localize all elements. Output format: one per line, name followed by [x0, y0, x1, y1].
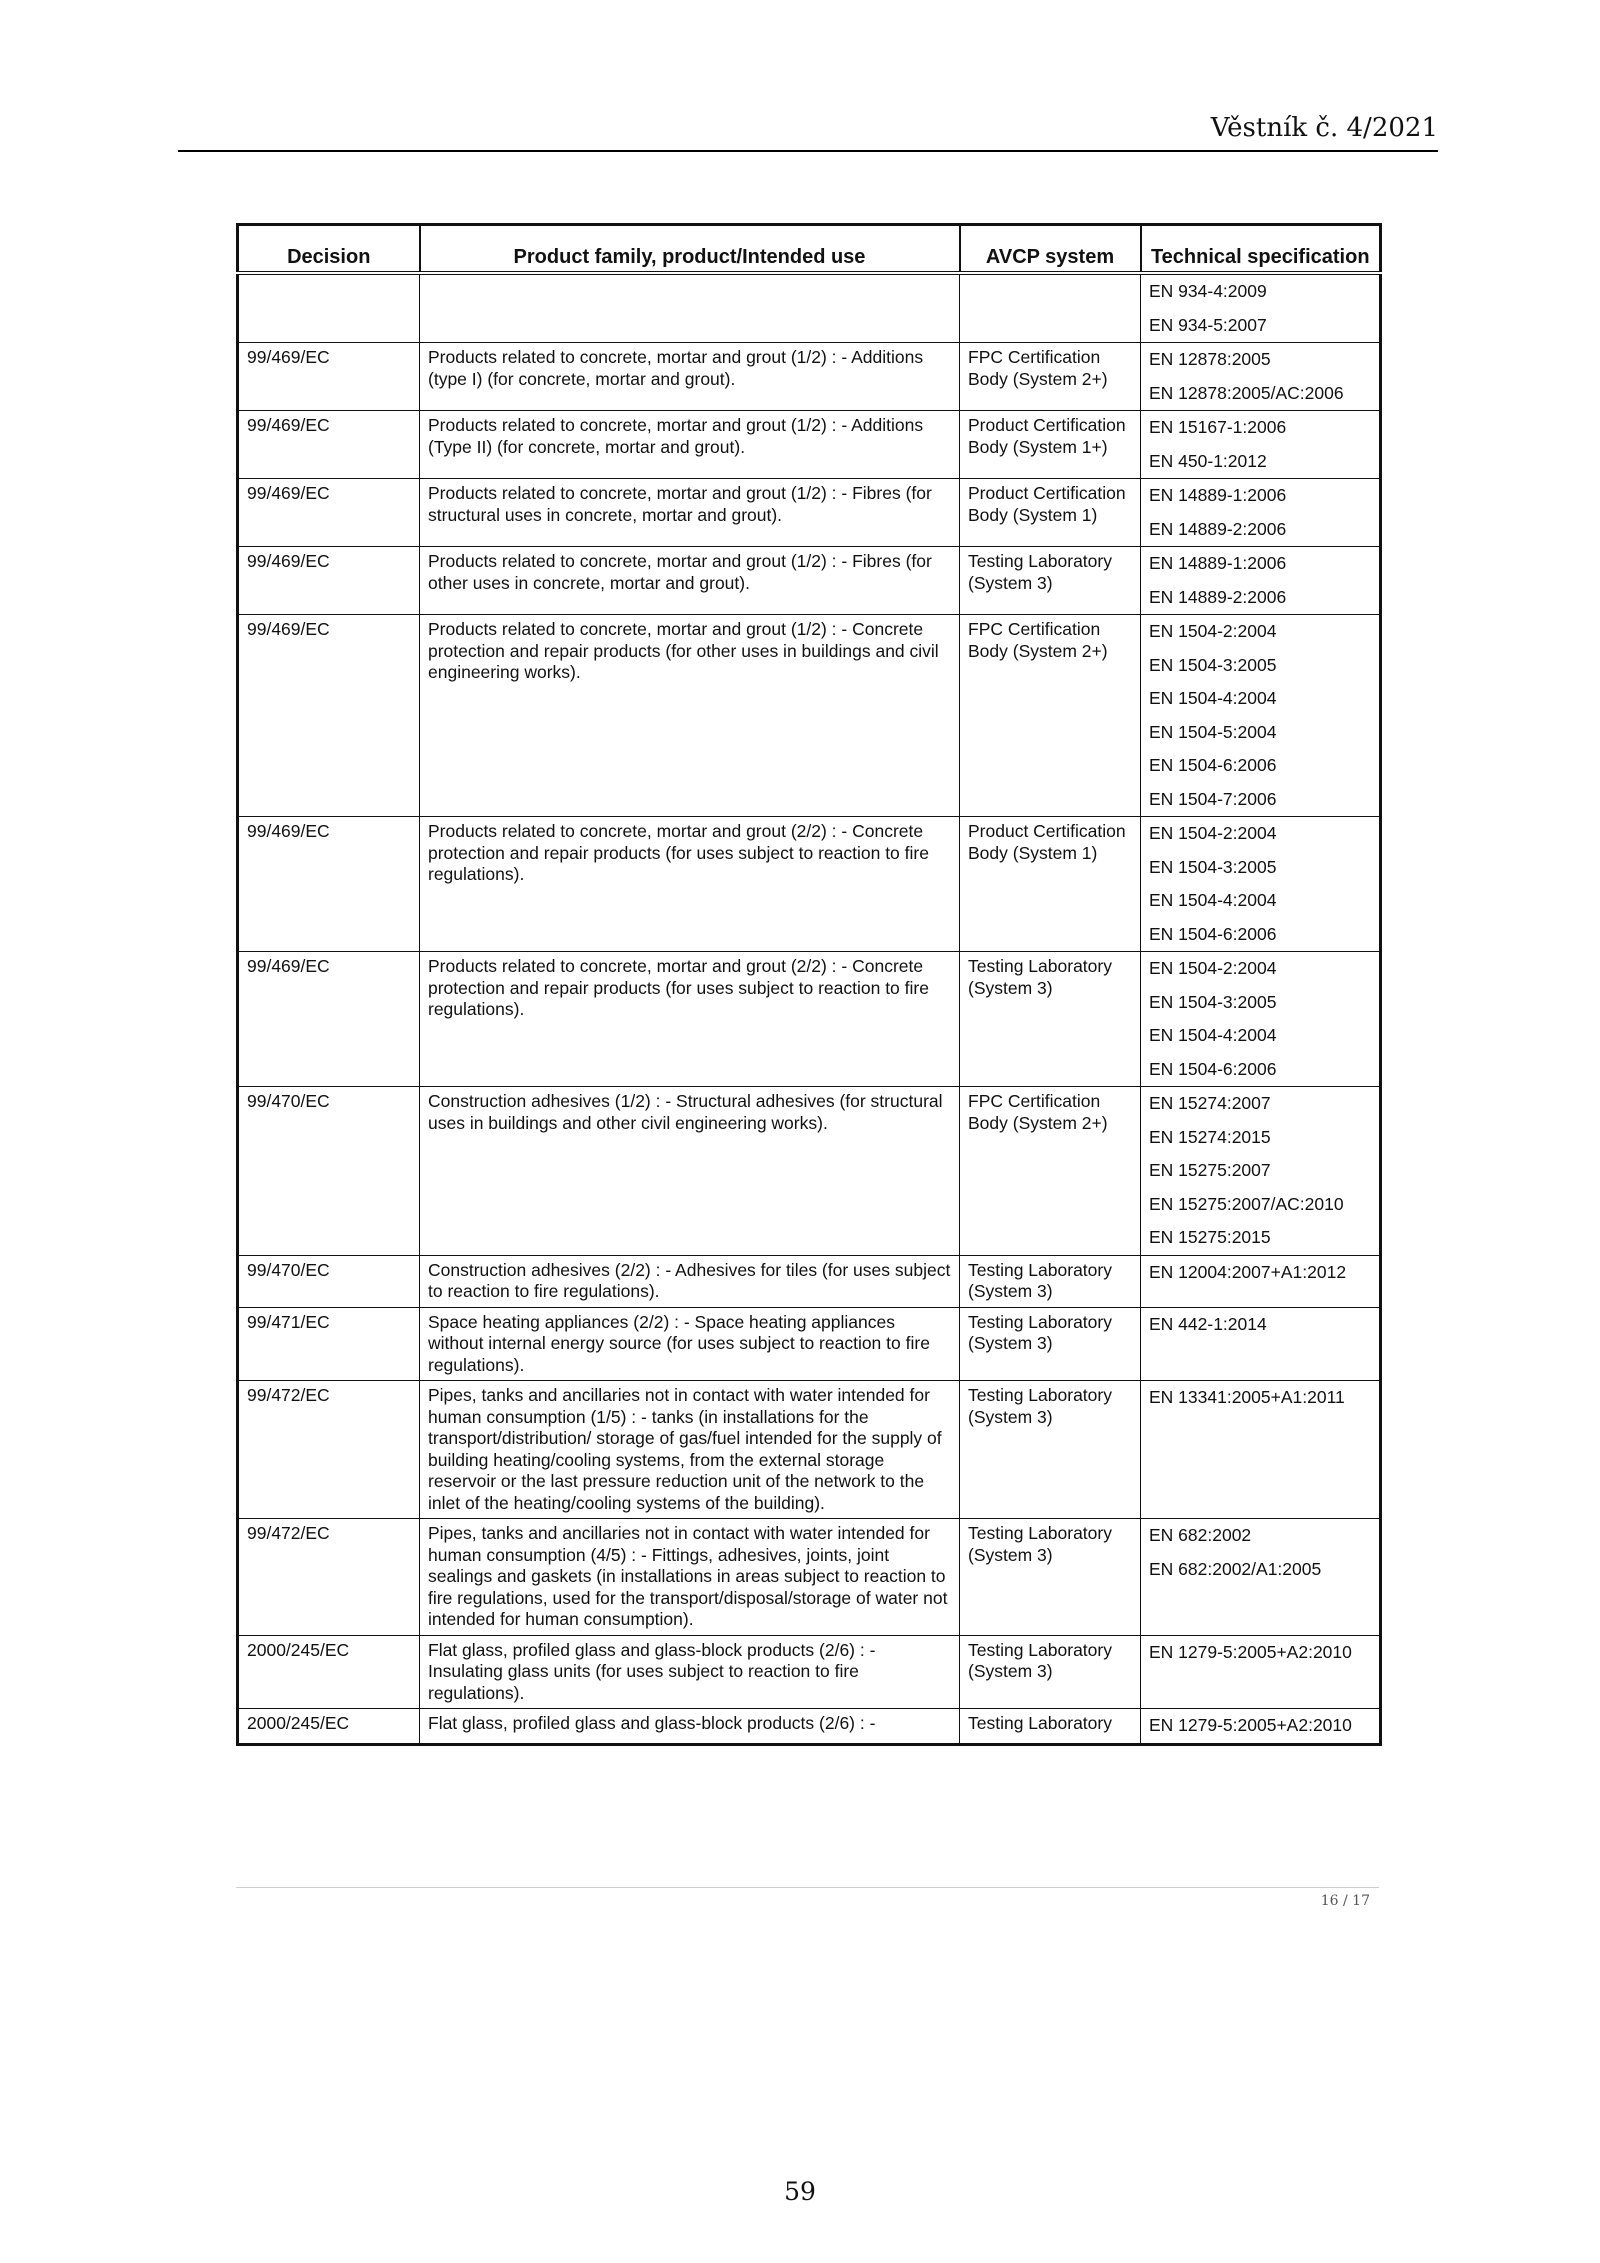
specification-item: EN 15274:2007 — [1149, 1093, 1271, 1113]
specification-item: EN 1504-5:2004 — [1149, 721, 1277, 742]
column-header-product: Product family, product/Intended use — [420, 225, 960, 274]
specification-item: EN 1504-7:2006 — [1149, 788, 1277, 809]
specification-item: EN 1504-4:2004 — [1149, 1025, 1277, 1045]
product-cell: Construction adhesives (2/2) : - Adhesives for tiles (for uses subject to reaction to fire regulations). — [420, 1255, 960, 1307]
technical-specification-cell — [1141, 615, 1381, 817]
product-cell: Products related to concrete, mortar and grout (1/2) : - Additions (type I) (for concrete, mortar and grout). — [420, 343, 960, 411]
specification-item: EN 15274:2015 — [1149, 1126, 1271, 1147]
table-row — [238, 1519, 1381, 1636]
specification-item: EN 1279-5:2005+A2:2010 — [1149, 1641, 1352, 1662]
technical-specification-cell — [1141, 1709, 1381, 1745]
specification-item: EN 682:2002/A1:2005 — [1149, 1558, 1322, 1579]
avcp-cell: Testing Laboratory (System 3) — [960, 952, 1141, 1087]
decision-cell: 99/472/EC — [238, 1519, 420, 1636]
product-cell: Construction adhesives (1/2) : - Structural adhesives (for structural uses in buildings and other civil engineering works). — [420, 1087, 960, 1256]
product-cell: Flat glass, profiled glass and glass-block products (2/6) : - Insulating glass units (for uses subject to reaction to fire regulations). — [420, 1635, 960, 1709]
decision-cell: 99/469/EC — [238, 343, 420, 411]
specification-item: EN 934-4:2009 — [1149, 281, 1267, 301]
avcp-cell: Testing Laboratory (System 3) — [960, 1307, 1141, 1381]
specification-item: EN 14889-2:2006 — [1149, 518, 1287, 539]
specification-item: EN 1504-2:2004 — [1149, 621, 1277, 641]
specification-item: EN 682:2002 — [1149, 1525, 1252, 1545]
specification-item: EN 1504-3:2005 — [1149, 654, 1277, 675]
technical-specification-cell — [1141, 411, 1381, 479]
specification-item: EN 1504-3:2005 — [1149, 856, 1277, 877]
technical-specification-cell — [1141, 1307, 1381, 1381]
avcp-cell: Product Certification Body (System 1) — [960, 479, 1141, 547]
table-row — [238, 952, 1381, 1087]
decision-cell: 99/472/EC — [238, 1381, 420, 1519]
specification-item: EN 14889-2:2006 — [1149, 586, 1287, 607]
technical-specification-cell — [1141, 1381, 1381, 1519]
specification-item: EN 15275:2015 — [1149, 1227, 1271, 1247]
specification-item: EN 12878:2005 — [1149, 349, 1271, 369]
table-row — [238, 1381, 1381, 1519]
avcp-cell: Testing Laboratory (System 3) — [960, 1381, 1141, 1519]
specification-item: EN 1504-6:2006 — [1149, 923, 1277, 944]
table-row — [238, 1635, 1381, 1709]
column-header-technical-specification: Technical specification — [1141, 225, 1381, 274]
specification-item: EN 1504-3:2005 — [1149, 991, 1277, 1012]
decision-cell: 2000/245/EC — [238, 1709, 420, 1745]
specification-item: EN 934-5:2007 — [1149, 314, 1267, 335]
specification-item: EN 15275:2007 — [1149, 1160, 1271, 1180]
table-row — [238, 547, 1381, 615]
technical-specification-cell — [1141, 1087, 1381, 1256]
technical-specification-cell — [1141, 1519, 1381, 1636]
avcp-cell: Testing Laboratory (System 3) — [960, 1519, 1141, 1636]
specification-item: EN 1504-4:2004 — [1149, 890, 1277, 910]
specification-item: EN 12004:2007+A1:2012 — [1149, 1261, 1347, 1282]
table-row — [238, 1255, 1381, 1307]
specification-item: EN 14889-1:2006 — [1149, 553, 1287, 573]
decision-cell: 99/470/EC — [238, 1255, 420, 1307]
avcp-cell: FPC Certification Body (System 2+) — [960, 343, 1141, 411]
table-row — [238, 817, 1381, 952]
table-body — [238, 273, 1381, 1744]
decision-cell: 99/471/EC — [238, 1307, 420, 1381]
avcp-cell: Testing Laboratory (System 3) — [960, 1635, 1141, 1709]
specification-item: EN 1504-2:2004 — [1149, 823, 1277, 843]
specification-item: EN 15275:2007/AC:2010 — [1149, 1193, 1344, 1214]
avcp-cell: Testing Laboratory — [960, 1709, 1141, 1745]
column-header-decision: Decision — [238, 225, 420, 274]
table-row — [238, 615, 1381, 817]
decision-cell: 99/469/EC — [238, 547, 420, 615]
avcp-cell — [960, 273, 1141, 343]
table-row — [238, 479, 1381, 547]
specification-item: EN 12878:2005/AC:2006 — [1149, 382, 1344, 403]
technical-specification-cell — [1141, 1255, 1381, 1307]
product-cell: Products related to concrete, mortar and grout (1/2) : - Fibres (for structural uses in concrete, mortar and grout). — [420, 479, 960, 547]
specification-item: EN 1504-6:2006 — [1149, 1058, 1277, 1079]
decision-cell: 99/469/EC — [238, 479, 420, 547]
pager-label: 16 / 17 — [1320, 1893, 1370, 1909]
page-number: 59 — [784, 2177, 816, 2206]
decision-cell — [238, 273, 420, 343]
specification-item: EN 1279-5:2005+A2:2010 — [1149, 1715, 1352, 1735]
decision-cell: 99/469/EC — [238, 952, 420, 1087]
avcp-cell: FPC Certification Body (System 2+) — [960, 615, 1141, 817]
technical-specification-cell — [1141, 1635, 1381, 1709]
table-row — [238, 1709, 1381, 1745]
avcp-cell: Testing Laboratory (System 3) — [960, 547, 1141, 615]
table-row — [238, 343, 1381, 411]
avcp-cell: Product Certification Body (System 1) — [960, 817, 1141, 952]
specification-item: EN 15167-1:2006 — [1149, 417, 1287, 437]
technical-specification-cell — [1141, 952, 1381, 1087]
decision-cell: 99/470/EC — [238, 1087, 420, 1256]
product-cell: Pipes, tanks and ancillaries not in contact with water intended for human consumption (1/5) : - tanks (in installations for the transport/distribution/ storage of gas/fuel intended for the supply of building heating/cooling systems, from the external storage reservoir or the last pressure reduction unit of the network to the inlet of the heating/cooling systems of the building). — [420, 1381, 960, 1519]
product-cell: Products related to concrete, mortar and grout (2/2) : - Concrete protection and repair products (for uses subject to reaction to fire regulations). — [420, 952, 960, 1087]
table-row — [238, 273, 1381, 343]
table-row — [238, 1307, 1381, 1381]
specification-table — [236, 223, 1382, 1746]
product-cell: Products related to concrete, mortar and grout (1/2) : - Additions (Type II) (for concrete, mortar and grout). — [420, 411, 960, 479]
technical-specification-cell — [1141, 817, 1381, 952]
product-cell: Space heating appliances (2/2) : - Space heating appliances without internal energy source (for uses subject to reaction to fire regulations). — [420, 1307, 960, 1381]
specification-item: EN 13341:2005+A1:2011 — [1149, 1387, 1345, 1407]
specification-item: EN 1504-6:2006 — [1149, 755, 1277, 775]
decision-cell: 99/469/EC — [238, 615, 420, 817]
technical-specification-cell — [1141, 479, 1381, 547]
table-header-row — [238, 225, 1381, 274]
avcp-cell: Product Certification Body (System 1+) — [960, 411, 1141, 479]
specification-item: EN 1504-4:2004 — [1149, 688, 1277, 708]
footer-divider — [236, 1887, 1379, 1888]
technical-specification-cell — [1141, 343, 1381, 411]
product-cell: Products related to concrete, mortar and grout (1/2) : - Fibres (for other uses in concrete, mortar and grout). — [420, 547, 960, 615]
specification-item: EN 450-1:2012 — [1149, 450, 1267, 471]
specification-item: EN 14889-1:2006 — [1149, 485, 1287, 505]
table-row — [238, 411, 1381, 479]
avcp-cell: FPC Certification Body (System 2+) — [960, 1087, 1141, 1256]
product-cell: Flat glass, profiled glass and glass-block products (2/6) : - — [420, 1709, 960, 1745]
decision-cell: 99/469/EC — [238, 411, 420, 479]
decision-cell: 99/469/EC — [238, 817, 420, 952]
avcp-cell: Testing Laboratory (System 3) — [960, 1255, 1141, 1307]
specification-item: EN 1504-2:2004 — [1149, 958, 1277, 978]
decision-cell: 2000/245/EC — [238, 1635, 420, 1709]
technical-specification-cell — [1141, 547, 1381, 615]
product-cell: Products related to concrete, mortar and grout (2/2) : - Concrete protection and repair products (for uses subject to reaction to fire regulations). — [420, 817, 960, 952]
product-cell — [420, 273, 960, 343]
table-row — [238, 1087, 1381, 1256]
specification-item: EN 442-1:2014 — [1149, 1313, 1267, 1334]
journal-header: Věstník č. 4/2021 — [178, 110, 1438, 152]
column-header-avcp: AVCP system — [960, 225, 1141, 274]
product-cell: Products related to concrete, mortar and grout (1/2) : - Concrete protection and repair products (for other uses in buildings and civil engineering works). — [420, 615, 960, 817]
product-cell: Pipes, tanks and ancillaries not in contact with water intended for human consumption (4/5) : - Fittings, adhesives, joints, joint sealings and gaskets (in installations in areas subject to reaction to fire regulations, used for the transport/disposal/storage of water not intended for human consumption). — [420, 1519, 960, 1636]
technical-specification-cell — [1141, 273, 1381, 343]
